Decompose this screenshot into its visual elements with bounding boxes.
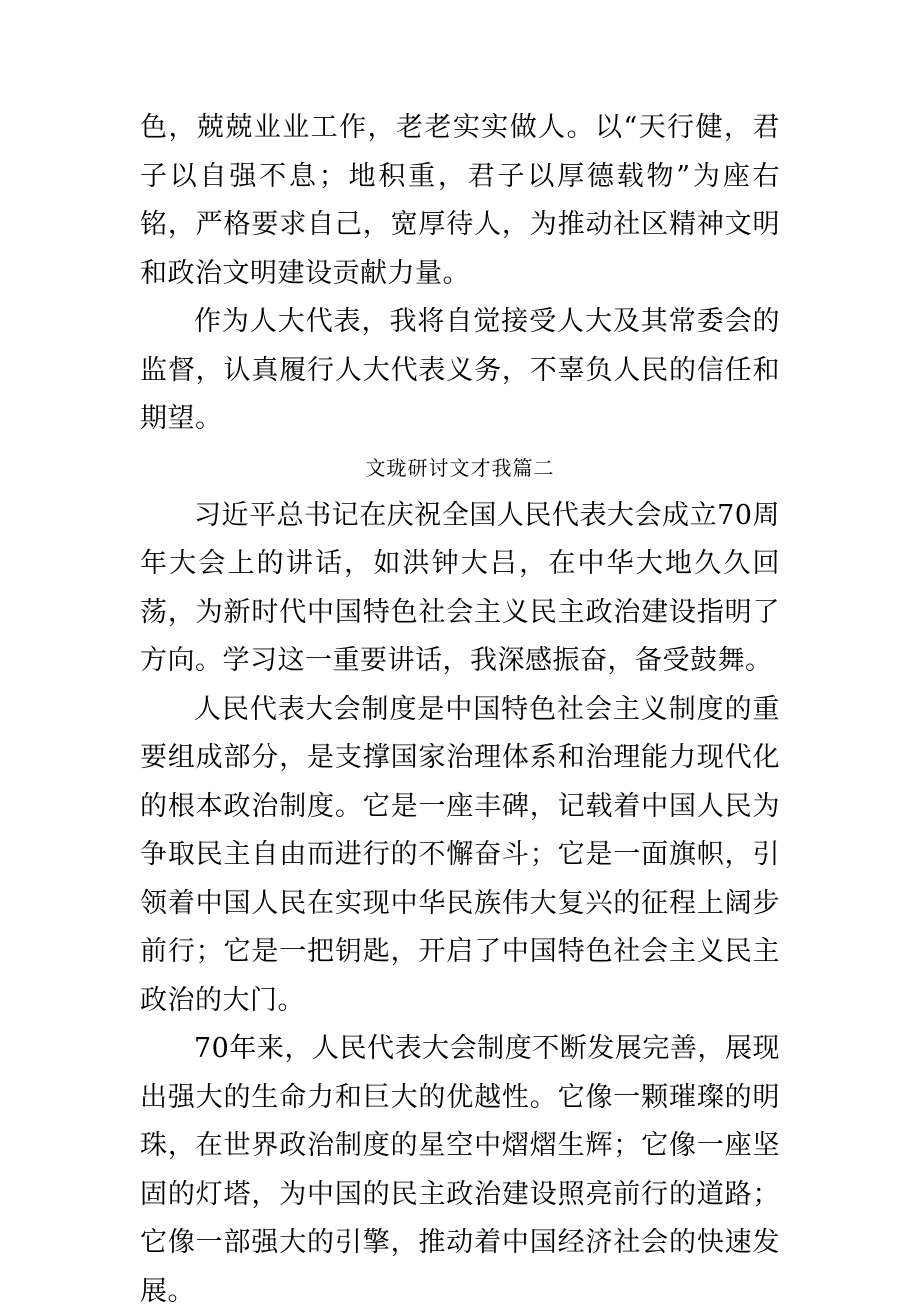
paragraph-congress-system: 人民代表大会制度是中国特色社会主义制度的重要组成部分，是支撑国家治理体系和治理能力现代化的根本政治制度。它是一座丰碑，记载着中国人民为争取民主自由而进行的不懈奋斗；它是一面旗帜，引领着中国人民在实现中华民族伟大复兴的征程上阔步前行；它是一把钥匙，开启了中国特色社会主义民主政治的大门。 <box>140 693 780 1016</box>
paragraph-continuation: 色，兢兢业业工作，老老实实做人。以“天行健，君子以自强不息；地积重，君子以厚德载物”为座右铭，严格要求自己，宽厚待人，为推动社区精神文明和政治文明建设贡献力量。 <box>140 112 780 289</box>
paragraph-representative-duty: 作为人大代表，我将自觉接受人大及其常委会的监督，认真履行人大代表义务，不辜负人民的信任和期望。 <box>140 306 780 434</box>
document-body <box>140 104 780 1316</box>
paragraph-seventy-years: 70年来，人民代表大会制度不断发展完善，展现出强大的生命力和巨大的优越性。它像一颗璀璨的明珠，在世界政治制度的星空中熠熠生辉；它像一座坚固的灯塔，为中国的民主政治建设照亮前行的道路；它像一部强大的引擎，推动着中国经济社会的快速发展。 <box>140 1033 780 1307</box>
section-heading: 文珑研讨文才我篇二 <box>365 455 555 480</box>
paragraph-speech-intro: 习近平总书记在庆祝全国人民代表大会成立70周年大会上的讲话，如洪钟大吕，在中华大地久久回荡，为新时代中国特色社会主义民主政治建设指明了方向。学习这一重要讲话，我深感振奋，备受鼓舞。 <box>140 499 780 676</box>
